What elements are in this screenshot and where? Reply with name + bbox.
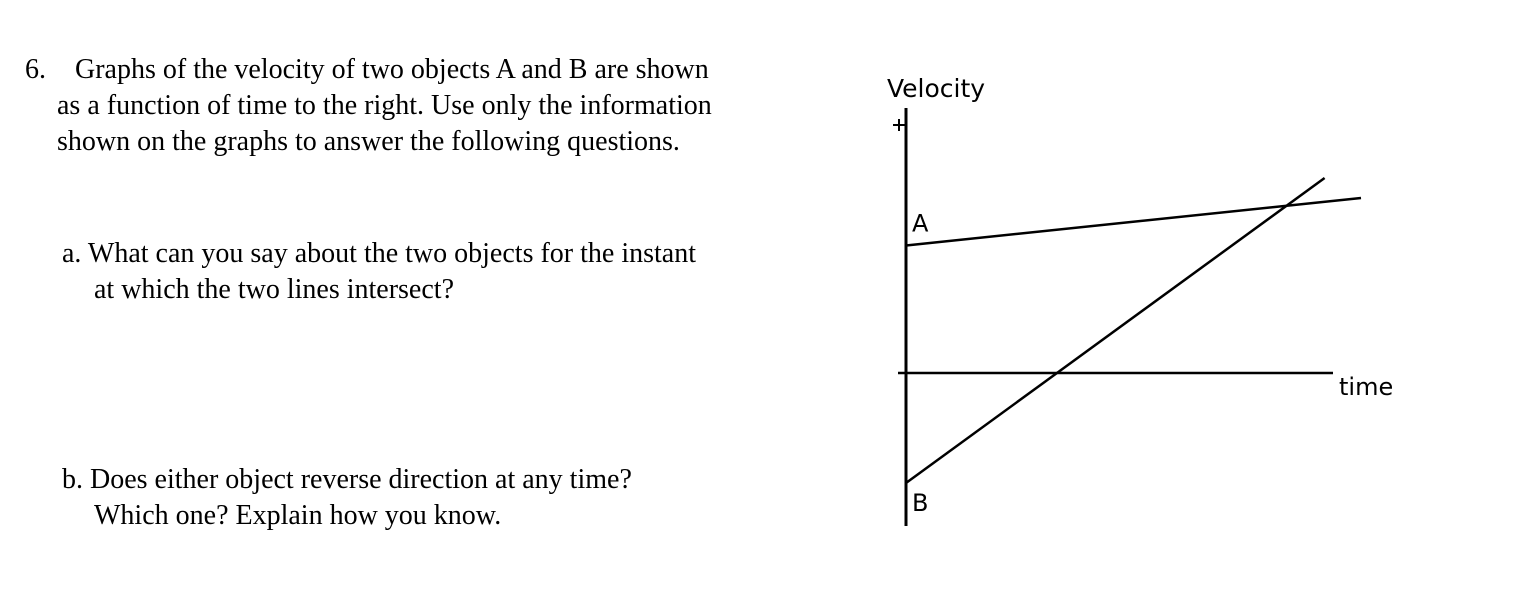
question-number: 6. (25, 54, 46, 85)
part-b-line-2: Which one? Explain how you know. (94, 500, 502, 531)
y-axis-label: Velocity (887, 74, 986, 103)
part-a-line-2: at which the two lines intersect? (94, 274, 454, 305)
part-b-line-1: b. Does either object reverse direction at any time? (62, 464, 632, 495)
x-axis-label: time (1339, 373, 1394, 401)
series-label-a: A (912, 209, 929, 238)
question-intro-line-3: shown on the graphs to answer the following questions. (57, 126, 680, 157)
series-line-a (906, 198, 1361, 246)
question-intro-line-1: Graphs of the velocity of two objects A and B are shown (75, 54, 709, 85)
series-label-b: B (912, 489, 929, 517)
question-intro-line-2: as a function of time to the right. Use only the information (57, 90, 712, 121)
part-a-line-1: a. What can you say about the two objects for the instant (62, 238, 696, 269)
